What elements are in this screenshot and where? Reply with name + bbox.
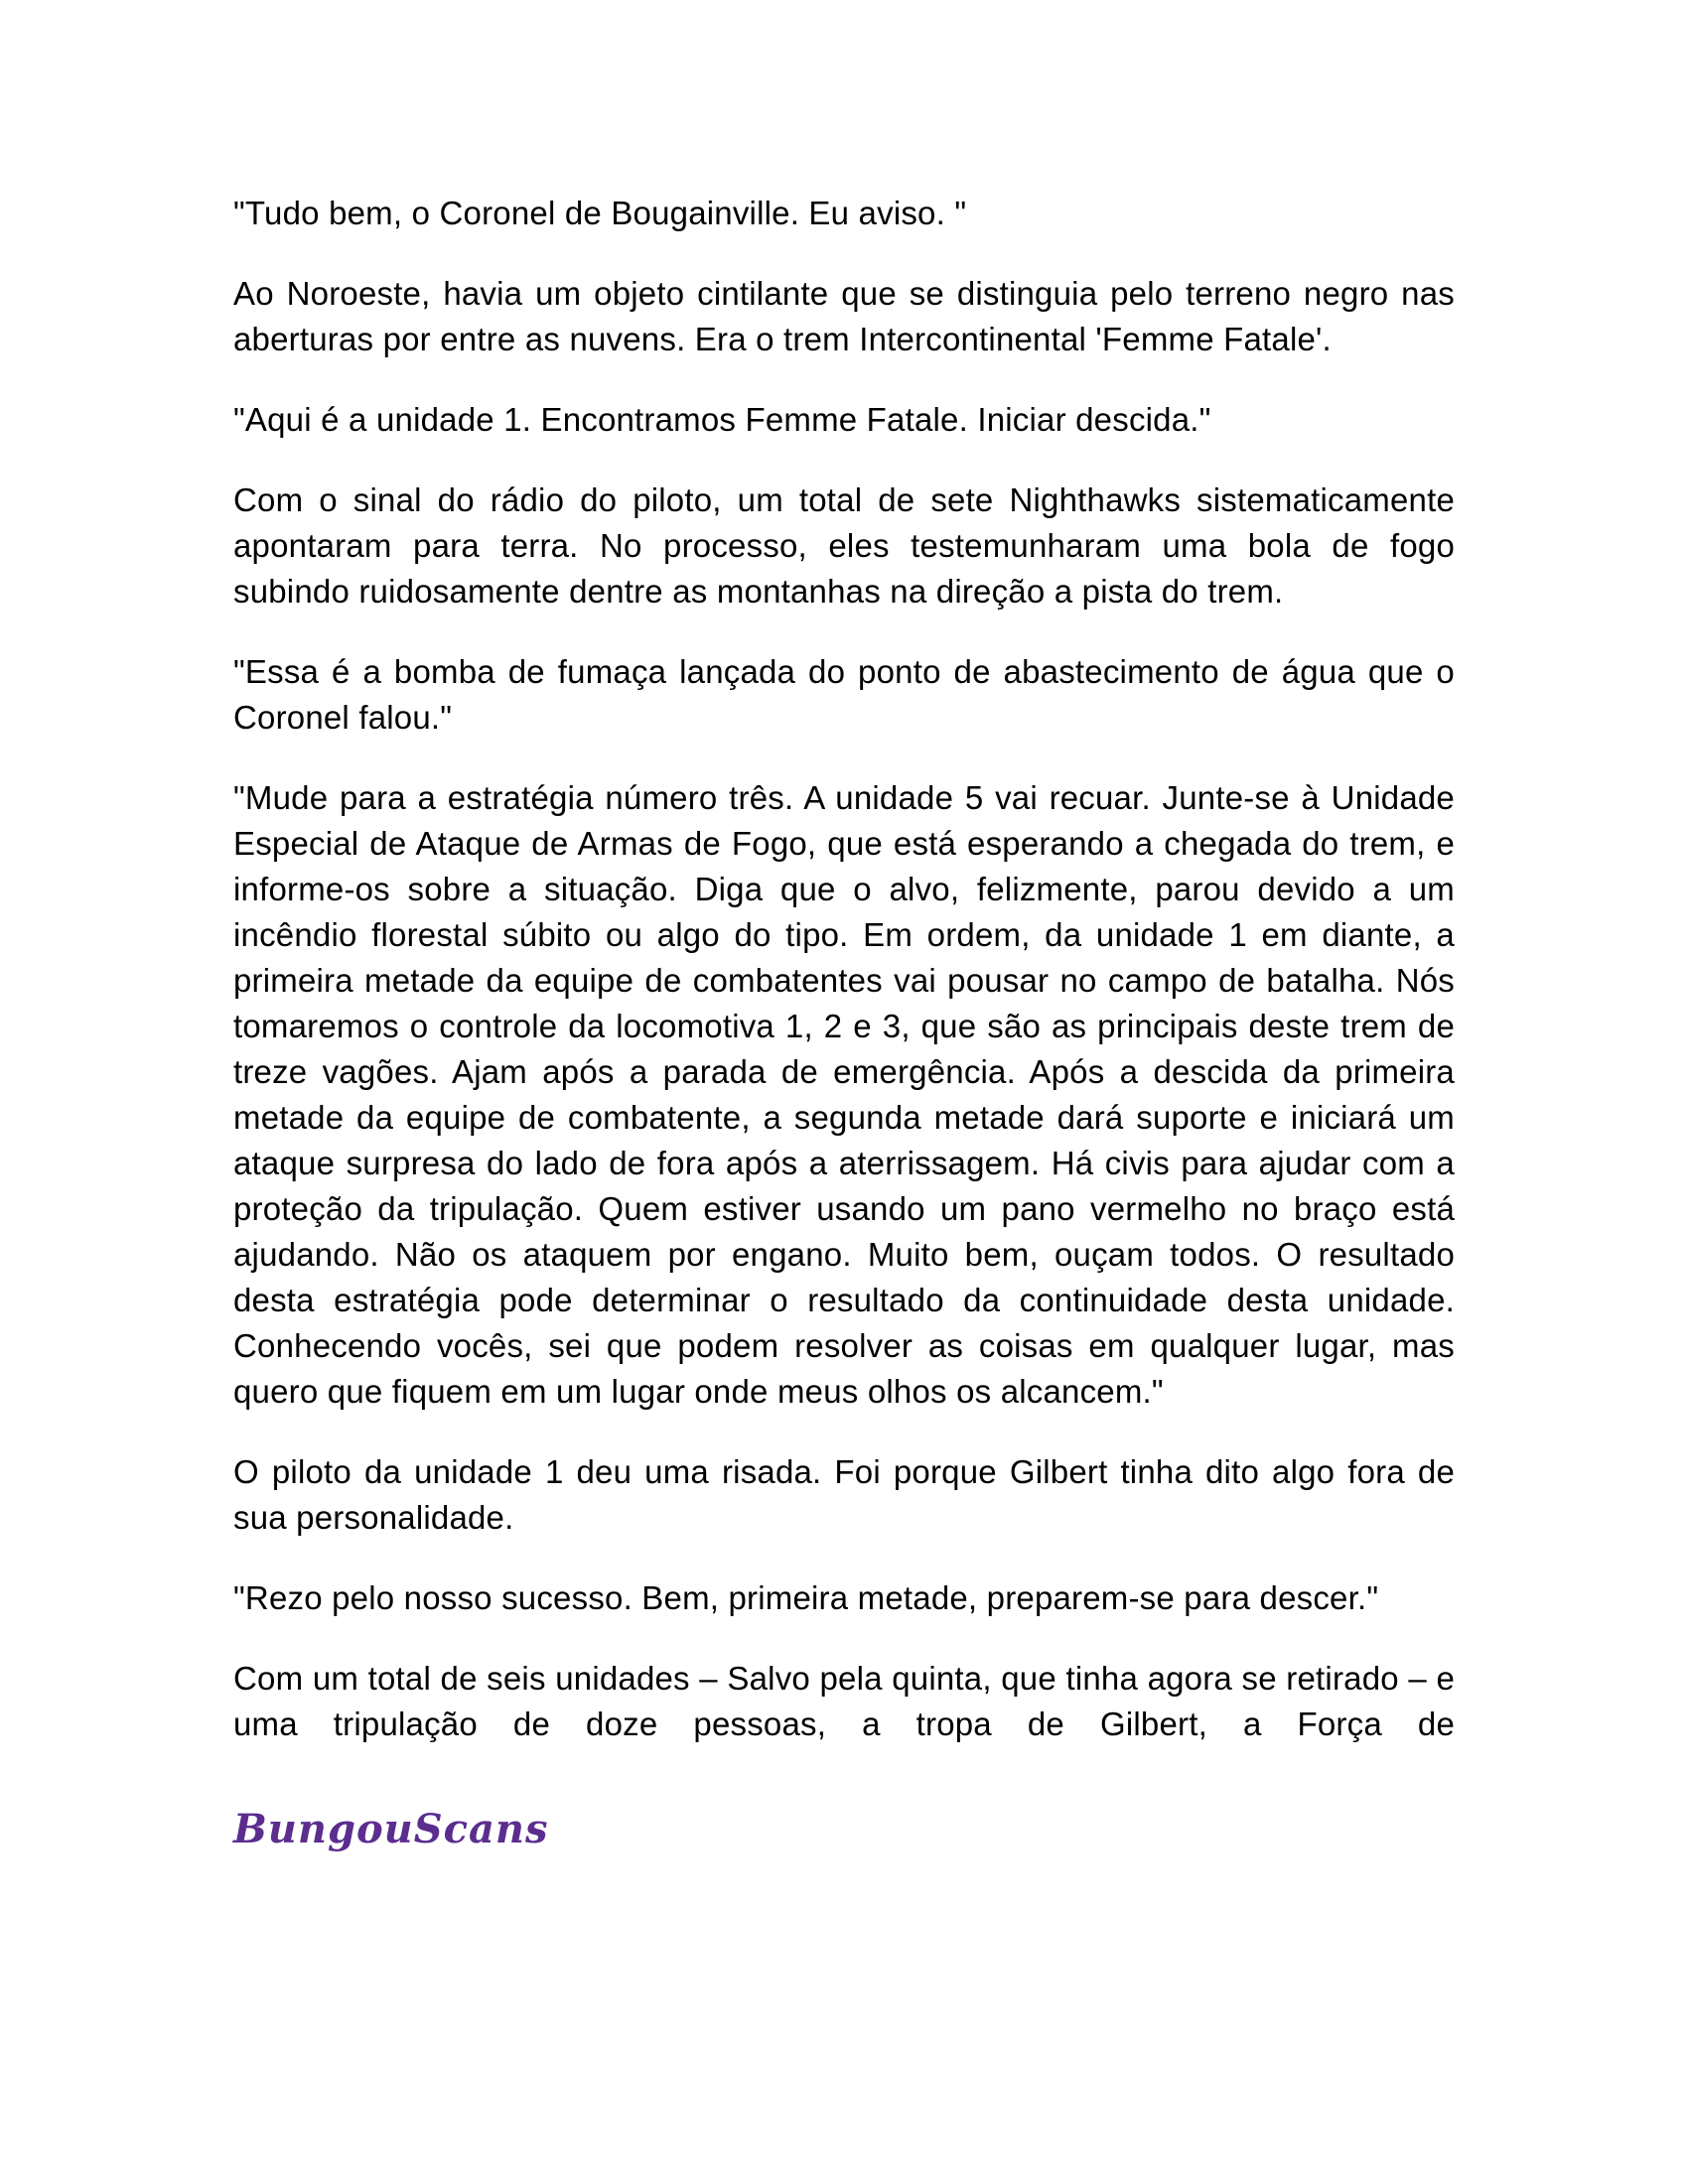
paragraph-7: O piloto da unidade 1 deu uma risada. Foi porque Gilbert tinha dito algo fora de sua personalidade. bbox=[233, 1453, 1455, 1536]
paragraph-6: "Mude para a estratégia número três. A unidade 5 vai recuar. Junte-se à Unidade Especial de Ataque de Armas de Fogo, que está esperando a chegada do trem, e informe-os sobre a situação. Diga que o alvo, felizmente, parou devido a um incêndio florestal súbito ou algo do tipo. Em ordem, da unidade 1 em diante, a primeira metade da equipe de combatentes vai pousar no campo de batalha. Nós tomaremos o controle da locomotiva 1, 2 e 3, que são as principais deste trem de treze vagões. Ajam após a parada de emergência. Após a descida da primeira metade da equipe de combatente, a segunda metade dará suporte e iniciará um ataque surpresa do lado de fora após a aterrissagem. Há civis para ajudar com a proteção da tripulação. Quem estiver usando um pano vermelho no braço está ajudando. Não os ataquem por engano. Muito bem, ouçam todos. O resultado desta estratégia pode determinar o resultado da continuidade desta unidade. Conhecendo vocês, sei que podem resolver as coisas em qualquer lugar, mas quero que fiquem em um lugar onde meus olhos os alcancem." bbox=[233, 779, 1455, 1410]
paragraph-9: Com um total de seis unidades – Salvo pela quinta, que tinha agora se retirado – e uma tripulação de doze pessoas, a tropa de Gilbert, a Força de bbox=[233, 1660, 1455, 1742]
scanlation-credit: BungouScans bbox=[233, 1806, 549, 1852]
paragraph-3: "Aqui é a unidade 1. Encontramos Femme Fatale. Iniciar descida." bbox=[233, 401, 1211, 438]
paragraph-8: "Rezo pelo nosso sucesso. Bem, primeira metade, preparem-se para descer." bbox=[233, 1579, 1379, 1616]
paragraph-4: Com o sinal do rádio do piloto, um total de sete Nighthawks sistematicamente apontaram para terra. No processo, eles testemunharam uma bola de fogo subindo ruidosamente dentre as montanhas na direção a pista do trem. bbox=[233, 481, 1455, 610]
paragraph-5: "Essa é a bomba de fumaça lançada do ponto de abastecimento de água que o Coronel falou." bbox=[233, 653, 1455, 736]
paragraph-2: Ao Noroeste, havia um objeto cintilante que se distinguia pelo terreno negro nas aberturas por entre as nuvens. Era o trem Intercontinental 'Femme Fatale'. bbox=[233, 275, 1455, 357]
paragraph-1: "Tudo bem, o Coronel de Bougainville. Eu aviso. " bbox=[233, 195, 967, 231]
